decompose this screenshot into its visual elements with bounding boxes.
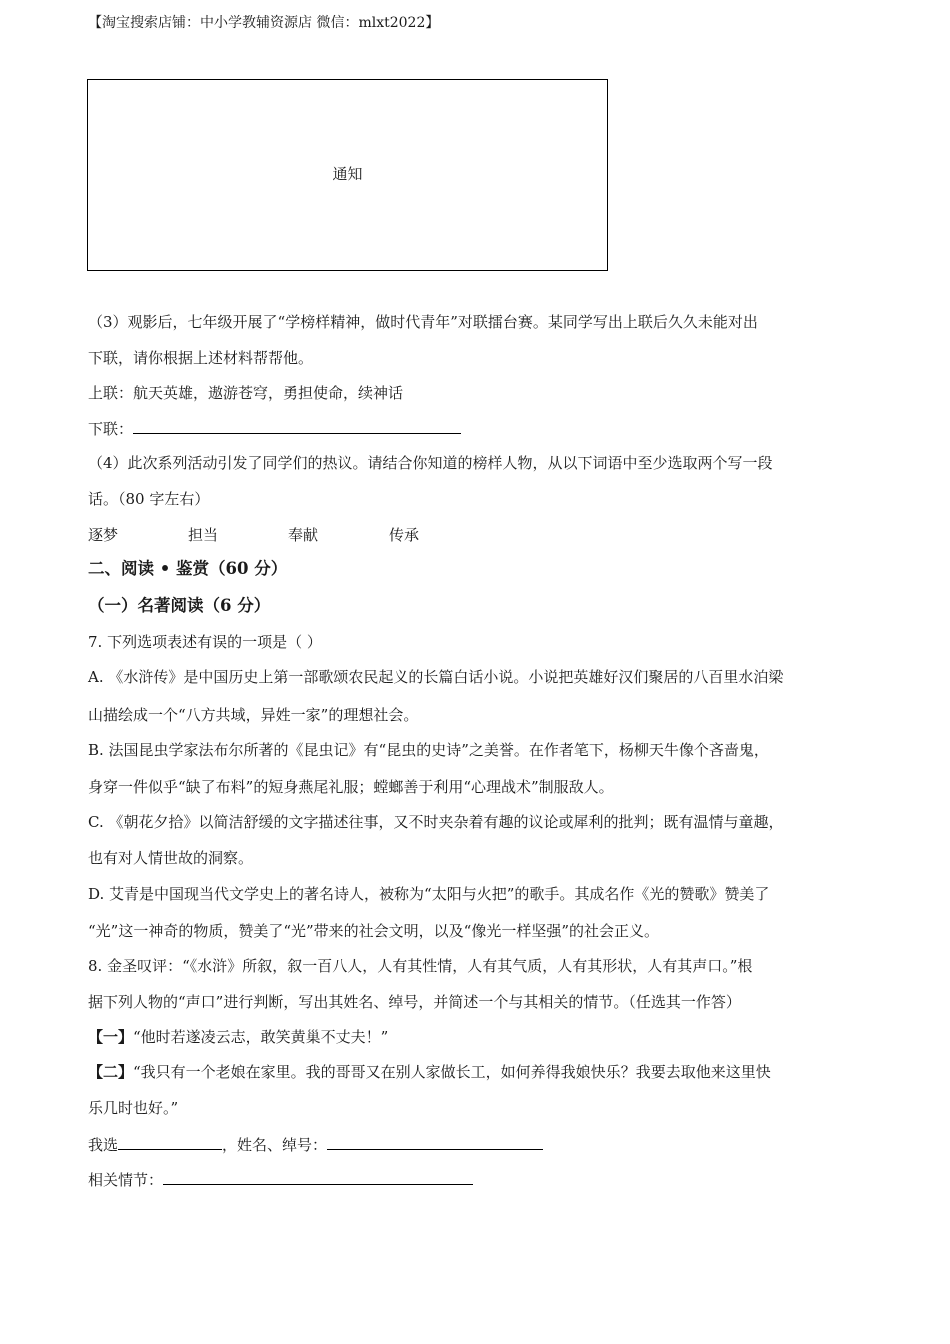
plot-blank[interactable] — [163, 1168, 473, 1185]
q7-stem: 7. 下列选项表述有误的一项是（ ） — [88, 633, 322, 651]
q8-option2-line2: 乐几时也好。” — [88, 1099, 179, 1117]
q8-plot — [88, 1168, 473, 1191]
word-inheritance: 传承 — [389, 526, 420, 544]
word-responsibility: 担当 — [188, 526, 219, 544]
q7-option-d-line2: “光”这一神奇的物质，赞美了“光”带来的社会文明，以及“像光一样坚强”的社会正义。 — [88, 922, 660, 940]
q7-option-a-line1: A. 《水浒传》是中国历史上第一部歌颂农民起义的长篇白话小说。小说把英雄好汉们聚居的八百里水泊梁 — [88, 668, 784, 686]
lower-couplet-blank[interactable] — [133, 417, 461, 434]
q8-option1-tag: 【一】 — [88, 1028, 134, 1046]
q8-line2: 据下列人物的“声口”进行判断，写出其姓名、绰号，并简述一个与其相关的情节。（任选其一作答） — [88, 993, 741, 1011]
notice-box — [87, 79, 608, 271]
q8-option2 — [88, 1061, 771, 1083]
q8-answer-choice — [88, 1133, 543, 1156]
choice-blank[interactable] — [118, 1133, 222, 1150]
word-chase-dream: 逐梦 — [88, 526, 119, 544]
q3-line1: （3）观影后，七年级开展了“学榜样精神，做时代青年”对联擂台赛。某同学写出上联后久久未能对出 — [88, 313, 758, 331]
q7-option-a-line2: 山描绘成一个“八方共域，异姓一家”的理想社会。 — [88, 706, 419, 724]
q3-line2: 下联，请你根据上述材料帮帮他。 — [88, 349, 314, 367]
q3-upper-couplet: 上联：航天英雄，遨游苍穹，勇担使命，续神话 — [88, 384, 404, 402]
q8-option1 — [88, 1026, 388, 1048]
q7-option-c-line2: 也有对人情世故的洞察。 — [88, 849, 254, 867]
q7-option-d-line1: D. 艾青是中国现当代文学史上的著名诗人，被称为“太阳与火把”的歌手。其成名作《光的赞歌》赞美了 — [88, 885, 770, 903]
q8-option1-text: “他时若遂凌云志，敢笑黄巢不丈夫！” — [133, 1028, 389, 1046]
header-note: 【淘宝搜索店铺：中小学教辅资源店 微信：mlxt2022】 — [88, 15, 440, 31]
q8-line1: 8. 金圣叹评：“《水浒》所叙，叙一百八人，人有其性情，人有其气质，人有其形状，人有其声口。”根 — [88, 957, 753, 975]
name-label: ，姓名、绰号： — [222, 1136, 328, 1154]
notice-title: 通知 — [332, 165, 363, 183]
plot-label: 相关情节： — [88, 1171, 164, 1189]
q7-option-c-line1: C. 《朝花夕拾》以简洁舒缓的文字描述往事，又不时夹杂着有趣的议论或犀利的批判；既有温情与童趣， — [88, 813, 784, 831]
word-dedication: 奉献 — [288, 526, 319, 544]
choice-label: 我选 — [88, 1136, 119, 1154]
section2-title: 二、阅读 • 鉴赏（60 分） — [88, 559, 288, 578]
lower-couplet-label: 下联： — [88, 420, 134, 438]
q7-option-b-line1: B. 法国昆虫学家法布尔所著的《昆虫记》有“昆虫的史诗”之美誉。在作者笔下，杨柳天牛像个吝啬鬼， — [88, 741, 769, 759]
q4-line1: （4）此次系列活动引发了同学们的热议。请结合你知道的榜样人物，从以下词语中至少选取两个写一段 — [88, 454, 773, 472]
q8-option2-text: “我只有一个老娘在家里。我的哥哥又在别人家做长工，如何养得我娘快乐？我要去取他来这里快 — [133, 1063, 771, 1081]
name-blank[interactable] — [327, 1133, 543, 1150]
q7-option-b-line2: 身穿一件似乎“缺了布料”的短身燕尾礼服；螳螂善于利用“心理战术”制服敌人。 — [88, 778, 614, 796]
q3-lower-couplet — [88, 417, 461, 440]
q4-line2: 话。（80 字左右） — [88, 490, 210, 508]
section2-sub1: （一）名著阅读（6 分） — [88, 596, 271, 615]
q8-option2-tag: 【二】 — [88, 1063, 134, 1081]
